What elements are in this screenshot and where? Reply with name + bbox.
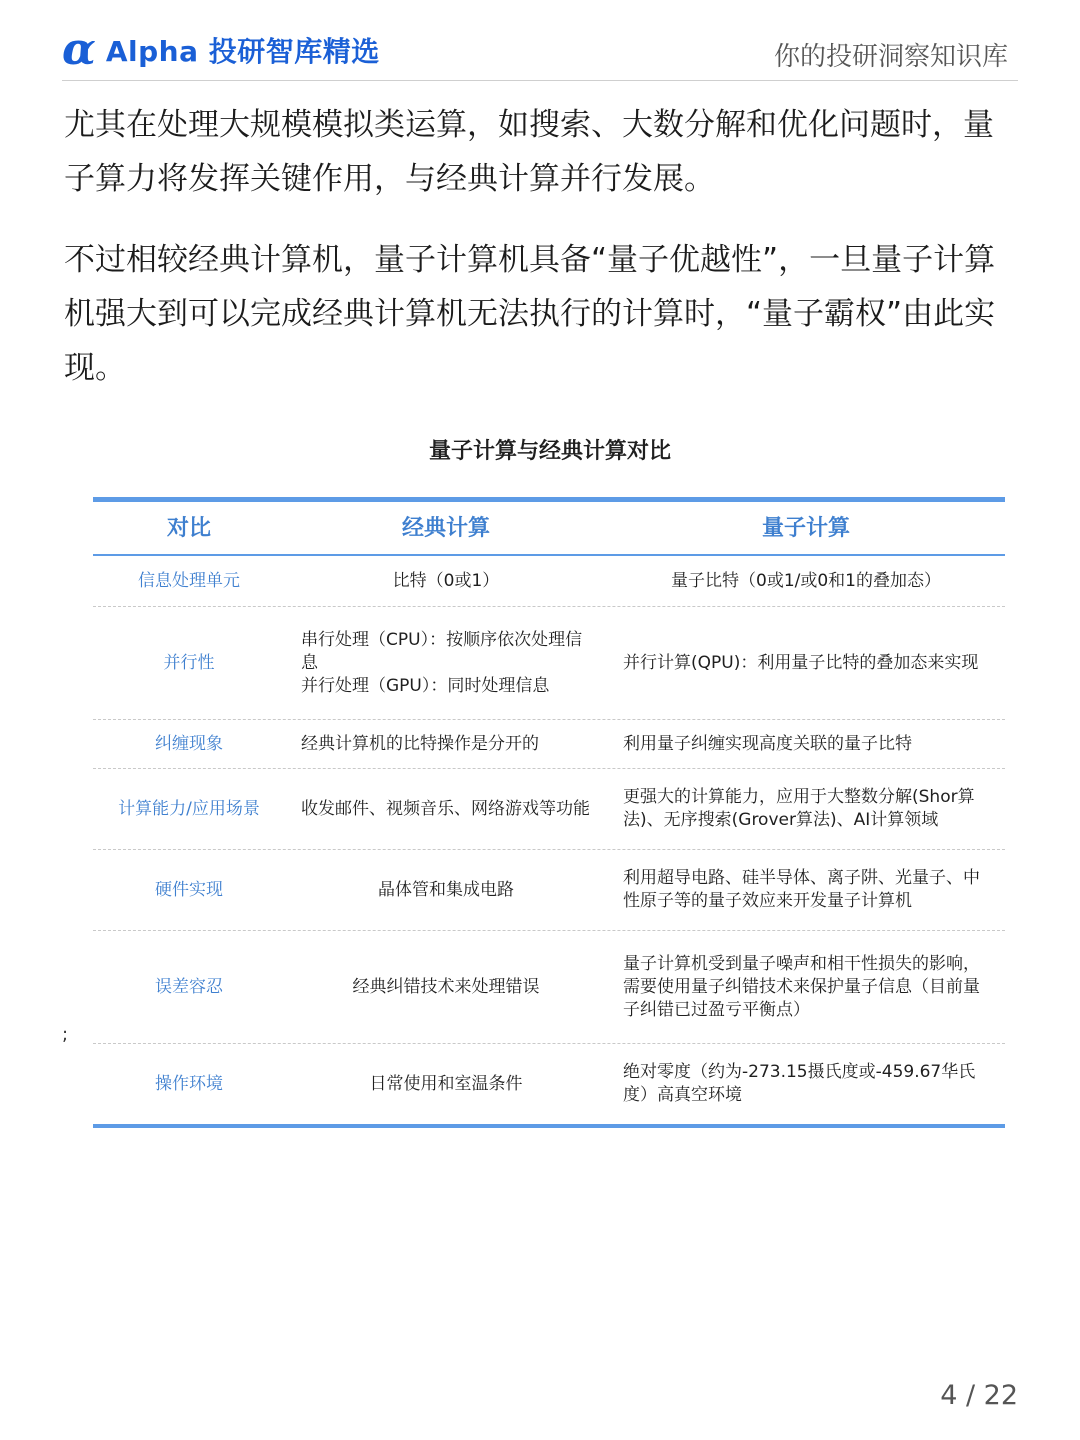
alpha-logo-icon: α [62,24,96,75]
row-label: 误差容忍 [155,976,223,997]
tagline: 你的投研洞察知识库 [773,42,1008,72]
classical-line: 并行处理（GPU）：同时处理信息 [301,675,550,696]
header-compare: 对比 [166,515,211,541]
classical-cell: 经典纠错技术来处理错误 [352,976,540,997]
table-title: 量子计算与经典计算对比 [428,439,671,464]
quantum-cell: 利用量子纠缠实现高度关联的量子比特 [623,733,912,754]
classical-cell: 比特（0或1） [392,570,500,591]
row-label: 信息处理单元 [138,570,240,591]
paragraph-1: 尤其在处理大规模模拟类运算，如搜索、大数分解和优化问题时，量子算力将发挥关键作用，与经典计算并行发展。 [64,107,994,197]
page-number: 4 / 22 [940,1380,1018,1411]
brand-name: Alpha 投研智库精选 [105,35,380,68]
classical-line: 串行处理（CPU）：按顺序依次处理信息 [301,629,583,673]
quantum-cell: 利用超导电路、硅半导体、离子阱、光量子、中性原子等的量子效应来开发量子计算机 [623,868,980,911]
table-row [93,556,1005,607]
quantum-cell: 绝对零度（约为-273.15摄氏度或-459.67华氏度）高真空环境 [623,1062,976,1105]
header-classical: 经典计算 [401,515,490,541]
table-row [93,769,1005,850]
table-row [93,607,1005,720]
table-row [93,1044,1005,1124]
table-row [93,850,1005,931]
classical-cell: 经典计算机的比特操作是分开的 [301,733,539,754]
paragraph-2: 不过相较经典计算机，量子计算机具备“量子优越性”，一旦量子计算机强大到可以完成经典计算机无法执行的计算时，“量子霸权”由此实现。 [64,242,996,386]
quantum-cell: 并行计算(QPU)：利用量子比特的叠加态来实现 [623,652,979,673]
side-mark: ; [62,1024,69,1045]
classical-cell: 收发邮件、视频音乐、网络游戏等功能 [301,798,590,819]
classical-cell: 日常使用和室温条件 [369,1073,523,1094]
page-header [62,24,1018,81]
row-label: 硬件实现 [155,879,223,900]
classical-cell: 晶体管和集成电路 [378,879,514,900]
table-header-row [93,502,1005,556]
table-row [93,720,1005,769]
quantum-cell: 更强大的计算能力，应用于大整数分解(Shor算法)、无序搜索(Grover算法)、AI计算领域 [623,787,975,830]
row-label: 并行性 [163,652,215,673]
comparison-table [93,497,1005,1128]
row-label: 操作环境 [155,1073,223,1094]
classical-cell [285,607,607,719]
row-label: 纠缠现象 [155,733,223,754]
header-quantum: 量子计算 [761,515,850,541]
table-row [93,931,1005,1044]
quantum-cell: 量子比特（0或1/或0和1的叠加态） [671,570,941,591]
row-label: 计算能力/应用场景 [118,798,260,819]
brand [62,24,380,75]
quantum-cell: 量子计算机受到量子噪声和相干性损失的影响，需要使用量子纠错技术来保护量子信息（目前量子纠错已过盈亏平衡点） [623,953,980,1020]
